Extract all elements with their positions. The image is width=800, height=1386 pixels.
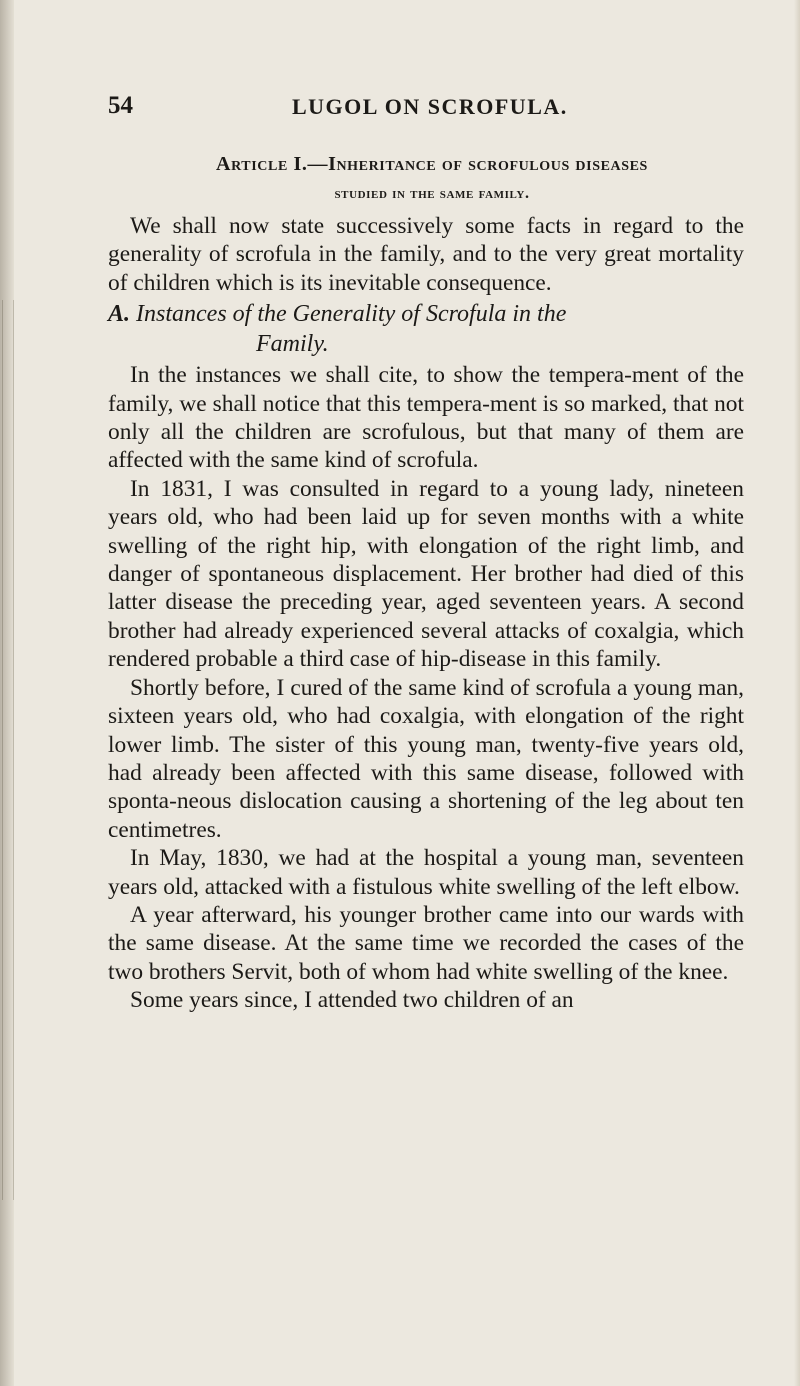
section-title-line-2: Family. xyxy=(256,331,329,358)
running-head: LUGOL ON SCROFULA. xyxy=(292,94,568,119)
paragraph: Shortly before, I cured of the same kind of scrofula a young man, sixteen years old, who had coxalgia, with elongation of the right lower limb. The sister of this young man, twenty-five years old, had already been affected with this same disease, followed with sponta-neous dislocation causing a shortening of the leg about ten centimetres. xyxy=(108,674,744,843)
article-heading xyxy=(112,150,752,208)
paragraph: A year afterward, his younger brother came into our wards with the same disease. At the same time we recorded the cases of the two brothers Servit, both of whom had white swelling of the knee. xyxy=(108,901,744,985)
section-title-line-1: Instances of the Generality of Scrofula in the xyxy=(136,301,567,328)
page-number: 54 xyxy=(108,92,133,119)
article-heading-line-2: studied in the same family. xyxy=(334,185,530,202)
paragraph: We shall now state successively some facts in regard to the generality of scrofula in the family, and to the very great mortality of children which is its inevitable consequence. xyxy=(108,213,744,296)
paragraph: In the instances we shall cite, to show the tempera-ment of the family, we shall notice that this tempera-ment is so marked, that not only all the children are scrofulous, but that many of them are affected with the same kind of scrofula. xyxy=(108,362,744,474)
paragraph: In May, 1830, we had at the hospital a young man, seventeen years old, attacked with a fistulous white swelling of the left elbow. xyxy=(108,845,744,900)
article-heading-line-1: Article I.—Inheritance of scrofulous diseases xyxy=(216,153,648,175)
body-text xyxy=(108,212,744,1015)
paragraph: In 1831, I was consulted in regard to a young lady, nineteen years old, who had been laid up for seven months with a white swelling of the right hip, with elongation of the right limb, and danger of spontaneous displacement. Her brother had died of this latter disease the preceding year, aged seventeen years. A second brother had already experienced several attacks of coxalgia, which rendered probable a third case of hip-disease in this family. xyxy=(108,475,744,673)
section-letter: A. xyxy=(108,301,131,328)
section-heading xyxy=(108,299,744,359)
page-spine-lines xyxy=(2,300,14,1200)
paragraph: Some years since, I attended two children of an xyxy=(130,987,574,1014)
page-right-edge xyxy=(794,0,800,1386)
page-header xyxy=(108,92,728,122)
